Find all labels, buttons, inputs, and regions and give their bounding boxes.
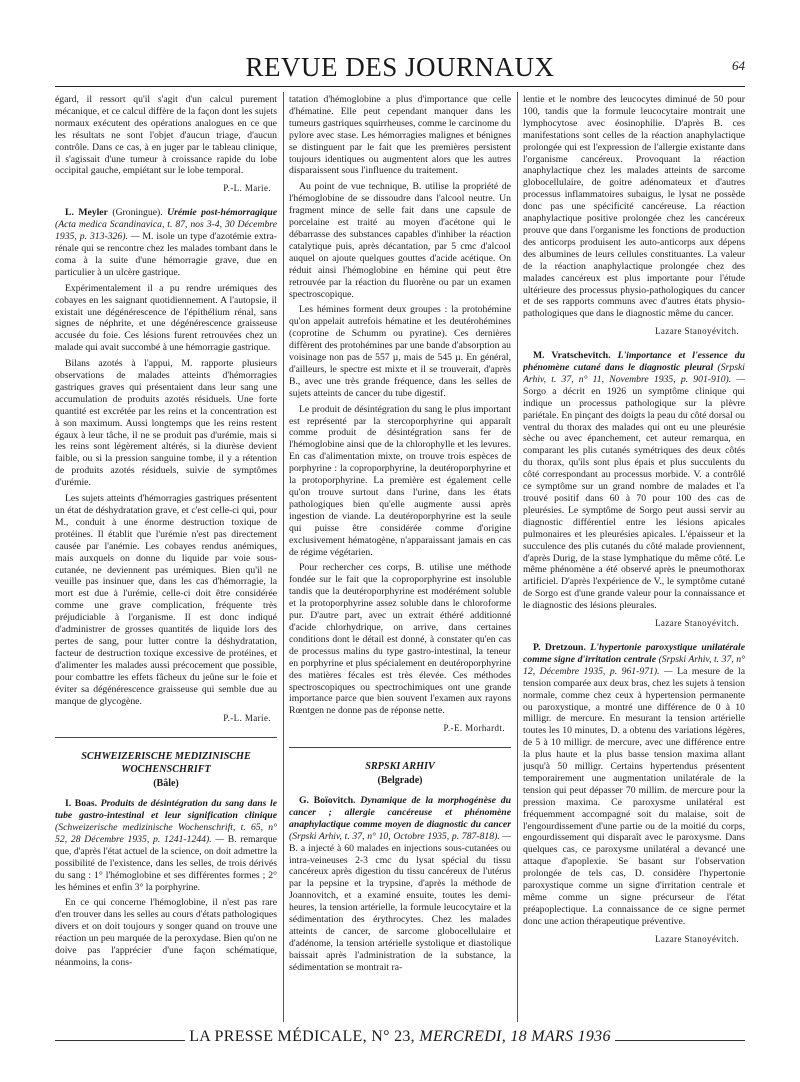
article-body: Sorgo a décrit en 1926 un symptôme clinique qui indique un processus pathologique sur la plèvre pariétale. En pinçant des doigts la peau du côté dorsal ou ventral du thorax des malades qui ont eu une pleurésie sèche ou avec épanchement, cet auteur remarqua, en comparant les plis cutanés symétriques des deux côtés du thorax, qu'ils sont plus épais et plus succulents du côté correspondant au processus morbide. V. a contrôlé ce symptôme sur un grand nombre de malades et l'a trouvé positif dans 60 à 70 pour 100 des cas de pleurésies. Le symptôme de Sorgo peut aussi servir au diagnostic différentiel entre les lésions apicales pulmonaires et les pleurésies apicales. L'épaisseur et la succulence des plis cutanés du côté malade proviennent, d'après Durig, de la stase lymphatique du même côté. Le même phénomène a été observé après le pneumothorax artificiel. D'après l'expérience de V., le symptôme cutané de Sorgo est d'une grande valeur pour la connaissance et le diagnostic des lésions pleurales. (523, 385, 745, 612)
article-title: Dynamique de la morphogénèse du cancer ; allergie cancéreuse et phénomène anaphylactique comme moyen de diagnostic du cancer (289, 795, 511, 830)
paragraph: Les hémines forment deux groupes : la protohémine qu'on appelait autrefois hématine et les deutérohémines (coprotine de Schumm ou pyratine). Ces dernières diffèrent des protohémines par une bande d'absorption au voisinage non pas de 557 µ, mais de 545 µ. En général, d'ailleurs, le spectre est mixte et il se trouverait, d'après B., avec une très grande fréquence, dans les selles de sujets atteints de cancer du tube digestif. (289, 304, 511, 399)
column-1 (55, 94, 277, 1019)
section-separator (55, 737, 277, 738)
article-title: L'importance et l'essence du phénomène cutané dans le diagnostic pleural (523, 350, 745, 374)
article-body: B. remarque que, d'après l'état actuel de la science, on doit admettre la possibilité de l'existence, dans les selles, de trois dérivés du sang : 1° l'hémoglobine et ses différentes formes ; 2° les hémines et enfin 3° la porphyrine. (55, 833, 277, 893)
footer-issue: N° 23, (371, 1028, 415, 1045)
article-author: G. Boïovitch. (299, 795, 356, 807)
paragraph: lentie et le nombre des leucocytes diminué de 50 pour 100, tandis que la formule leucocytaire montrait une lymphocytose avec éosinophilie. D'après B. ces manifestations sont celles de la réaction anaphylactique prolongée qui est l'expression de l'allergie existante dans l'organisme cancéreux. Provoquant la réaction anaphylactique chez les malades atteints de sarcome globocellulaire, de goitre adénomateux et d'autres processus inflammatoires subaigus, le lysat ne possède donc pas une spécificité cancéreuse. La réaction anaphylactique positive prolongée chez les cancéreux prouve que dans l'organisme les fonctions de production des anticorps produisent les auto-anticorps aux dépens des albumines de leurs cellules constituantes. La valeur de la réaction anaphylactique prolongée chez des malades cancéreux est plus importante pour l'étude ultérieure des processus physio-pathologiques du cancer et de ses rapports communs avec d'autres états physio-pathologiques que dans le diagnostic même du cancer. (523, 94, 745, 320)
article-author: P. Dretzoun. (533, 641, 586, 653)
article-source: (Schweizerische medizinische Wochenschrift, t. 65, n° 52, 28 Décembre 1935, p. 1241-1244). — (55, 822, 277, 845)
article-source: (Srpski Arhiv, t. 37, n° 10, Octobre 1935, p. 787-818). — (289, 830, 511, 842)
footer-journal: LA PRESSE MÉDICALE, (189, 1028, 367, 1045)
signature: Lazare Stanoyévitch. (655, 618, 739, 629)
article-meyler (55, 207, 277, 278)
author-place: (Groningue). (107, 207, 168, 219)
column-3 (523, 94, 745, 1019)
page-header (55, 50, 745, 84)
header-rule (55, 86, 745, 87)
paragraph: Pour rechercher ces corps, B. utilise une méthode fondée sur le fait que la coproporphyrine est insoluble tandis que la deutéroporphyrine est modérément soluble et la protoporphyrine assez soluble dans le chloroforme pur. D'autre part, avec un extrait éthéré additionné d'acide chlorhydrique, on arrive, dans certaines conditions dont le détail est donné, à constater qu'en cas de processus malins du type gastro-intestinal, la teneur en porphyrine et plus spécialement en deutéroporphyrine des matières fécales est très élevée. Ces méthodes spectroscopiques ou spectrochimiques ont une grande importance parce que bien souvent l'examen aux rayons Rœntgen ne donne pas de réponse nette. (289, 562, 511, 717)
signature: P.-E. Morhardt. (443, 723, 505, 734)
article-boiovitch (289, 795, 511, 974)
journal-section-title: REVUE DES JOURNAUX (245, 52, 555, 82)
signature: P.-L. Marie. (223, 713, 271, 724)
journal-name: SCHWEIZERISCHE MEDIZINISCHE WOCHENSCHRIFT (81, 751, 251, 776)
footer-imprint (55, 1028, 745, 1046)
article-title: L'hypertonie paroxystique unilatérale comme signe d'irritation centrale (523, 641, 745, 665)
paragraph: Bilans azotés à l'appui, M. rapporte plusieurs observations de malades atteints d'hémorragies gastriques graves qui présentaient dans leur sang une accumulation de produits azotés résiduels. Une forte quantité est excrétée par les reins et la concentration est à son maximum. Aussi longtemps que les reins restent égaux à leur tâche, il ne se produit pas d'urémie, mais si les reins sont légèrement altérés, si la diurèse devient faible, ou si la pression sanguine tombe, il y a rétention de produits azotés résiduels, suivie de symptômes d'urémie. (55, 358, 277, 489)
page-footer (55, 1024, 745, 1054)
article-dretzoun (523, 642, 745, 928)
article-author: I. Boas. (65, 798, 98, 810)
paragraph: Au point de vue technique, B. utilise la propriété de l'hémoglobine de se dissoudre dans l'alcool neutre. Un fragment mince de selle fait dans une capsule de porcelaine est traité au moyen d'acétone qui le débarrasse des substances capables d'inhiber la réaction catalytique puis, après décantation, par 5 cmc d'alcool auquel on ajoute quelques gouttes d'acide acétique. On réduit ainsi l'hémoglobine en hémine qui peut être retrouvée par la réaction du fluorène ou par un examen spectroscopique. (289, 181, 511, 300)
paragraph: égard, il ressort qu'il s'agit d'un calcul purement mécanique, et ce calcul diffère de la façon dont les sujets normaux exécutent des opérations analogues en ce que les résultats ne sont l'objet d'aucun triage, d'aucun contrôle. Dans ce cas, à en juger par le tableau clinique, il s'agissait d'une tumeur à croissance rapide du lobe occipital gauche, empiétant sur le lobe temporal. (55, 94, 277, 177)
paragraph: Expérimentalement il a pu rendre urémiques des cobayes en les saignant quotidiennement. A l'autopsie, il existait une dégénérescence de l'épithélium rénal, sans signes de néphrite, et une dégénérescence graisseuse accusée du foie. Ces lésions furent retrouvées chez un malade qui avait succombé à une hémorragie gastrique. (55, 282, 277, 354)
journal-location: (Belgrade) (377, 775, 423, 787)
signature: Lazare Stanoyévitch. (655, 326, 739, 337)
article-title: Urémie post-hémorragique (167, 207, 277, 219)
paragraph: Les sujets atteints d'hémorragies gastriques présentent un état de déshydratation grave, et c'est celle-ci qui, pour M., conduit à une énorme destruction toxique de protéines. Il établit que l'urémie n'est pas directement causée par l'anémie. Les cobayes rendus anémiques, mais auxquels on donne du liquide par voie sous-cutanée, ne deviennent pas urémiques. Bien qu'il ne veuille pas insinuer que, dans les cas d'hémorragie, la mort est due à l'urémie, celle-ci doit être considérée comme une grave complication, fréquente très préjudiciable à l'organisme. Il est donc indiqué d'administrer de grosses quantités de liquide lors des pertes de sang, pour lutter contre la déshydratation, facteur de destruction toxique excessive de protéines, et d'alimenter les malades aussi précocement que possible, pour combattre les effets fâcheux du jeûne sur le foie et éviter sa dégénérescence graisseuse qui semble due au manque de glycogène. (55, 493, 277, 707)
page-number: 64 (732, 58, 745, 73)
footer-day: MERCREDI, (419, 1028, 506, 1045)
section-separator (289, 747, 511, 748)
article-author: L. Meyler (65, 207, 108, 219)
signature: P.-L. Marie. (223, 183, 271, 194)
column-divider (283, 92, 284, 1022)
article-source: (Acta medica Scandinavica, t. 87, nos 3-4, 30 Décembre 1935, p. 313-326). — (55, 219, 277, 243)
article-source: (Srpski Arhiv, t. 37, n° 12, Décembre 1935, p. 961-971). — (523, 653, 745, 677)
paragraph: tatation d'hémoglobine a plus d'importance que celle d'hématine. Elle peut cependant manquer dans les tumeurs gastriques squirrheuses, comme le carcinome du pylore avec stase. Les hémorragies malignes et bénignes se distinguent par le fait que les premières persistent toujours identiques ou augmentent alors que les autres disparaissent sous l'influence du traitement. (289, 94, 511, 177)
article-vratschevitch (523, 350, 745, 612)
article-body: M. isole un type d'azotémie extra-rénale qui se rencontre chez les malades tombant dans le coma à la suite d'une hémorragie grave, due en particulier à un ulcère gastrique. (55, 231, 277, 278)
article-author: M. Vratschevitch. (533, 350, 611, 362)
article-source: (Srpski Arhiv, t. 37, n° 11, Novembre 1935, p. 901-910). — (523, 362, 745, 385)
article-title: Produits de désintégration du sang dans le tube gastro-intestinal et leur signification clinique (55, 798, 277, 822)
article-boas (55, 798, 277, 893)
paragraph: Le produit de désintégration du sang le plus important est représenté par la stercoporphyrine qui apparaît comme produit de désintégration sans fer de l'hémoglobine ainsi que de la chlorophylle et les levures. En cas d'alimentation mixte, on trouve trois espèces de porphyrine : la coproporphyrine, la deutéroporphyrine et la protoporphyrine. La première est également celle qu'on trouve surtout dans l'urine, dans les états pathologiques bien qu'elle augmente aussi après ingestion de viande. La deutéroporphyrine est la seule qui puisse être considérée comme d'origine exclusivement hématogène, n'apparaissant jamais en cas de régime végétarien. (289, 403, 511, 558)
column-divider (517, 92, 518, 1022)
signature: Lazare Stanoyévitch. (655, 933, 739, 944)
footer-date: 18 MARS 1936 (510, 1028, 611, 1045)
journal-location: (Bâle) (153, 778, 179, 790)
article-body: B. a injecté à 60 malades en injections sous-cutanées ou intra-veineuses 2-3 cmc du lysat spécial du tissu cancéreux après digestion du tissu cancéreux de l'utérus par la pepsine et la trypsine, d'après la méthode de Joannovitch, et a examiné ensuite, toutes les demi-heures, la tension artérielle, la formule leucocytaire et la sédimentation des érythrocytes. Chez les malades atteints de cancer, de sarcome globocellulaire et d'adénome, la tension artérielle systolique et diastolique baissait après l'administration de la substance, la sédimentation se montrait ra- (289, 842, 511, 973)
column-2 (289, 94, 511, 1019)
journal-name: SRPSKI ARHIV (365, 761, 435, 773)
paragraph: En ce qui concerne l'hémoglobine, il n'est pas rare d'en trouver dans les selles au cours d'états pathologiques divers et on doit toujours y songer quand on trouve une réaction un peu marquée de la peroxydase. Bien qu'on ne doive pas l'apprécier d'une façon schématique, néanmoins, la cons- (55, 897, 277, 968)
article-body: La mesure de la tension comparée aux deux bras, chez les sujets à tension normale, comme chez ceux à hypertension permanente ou paroxystique, a montré une différence de 0 à 10 milligr. de mercure. En mesurant la tension artérielle toutes les 10 minutes, D. a obtenu des variations légères, de 5 à 10 milligr. de mercure, avec une différence entre la plus haute et la plus basse tension maxima allant jusqu'à 50 milligr. Certains hypertendus présentent temporairement une augmentation unilatérale de la tension qui peut dépasser 70 millim. de mercure pour la pression maxima. Ce paroxysme unilatéral est fréquemment accompagné soit du malaise, soit de l'engourdissement d'une partie ou de la moitié du corps, engourdissement qui disparaît avec le paroxysme. Dans quelques cas, ce paroxysme unilatéral a devancé une attaque d'apoplexie. Se basant sur l'observation prolongée de tels cas, D. considère l'hypertonie paroxystique comme un signe d'irritation centrale et même comme un signe précurseur de l'état préapoplectique. La connaissance de ce signe permet donc une action thérapeutique préventive. (523, 665, 745, 927)
